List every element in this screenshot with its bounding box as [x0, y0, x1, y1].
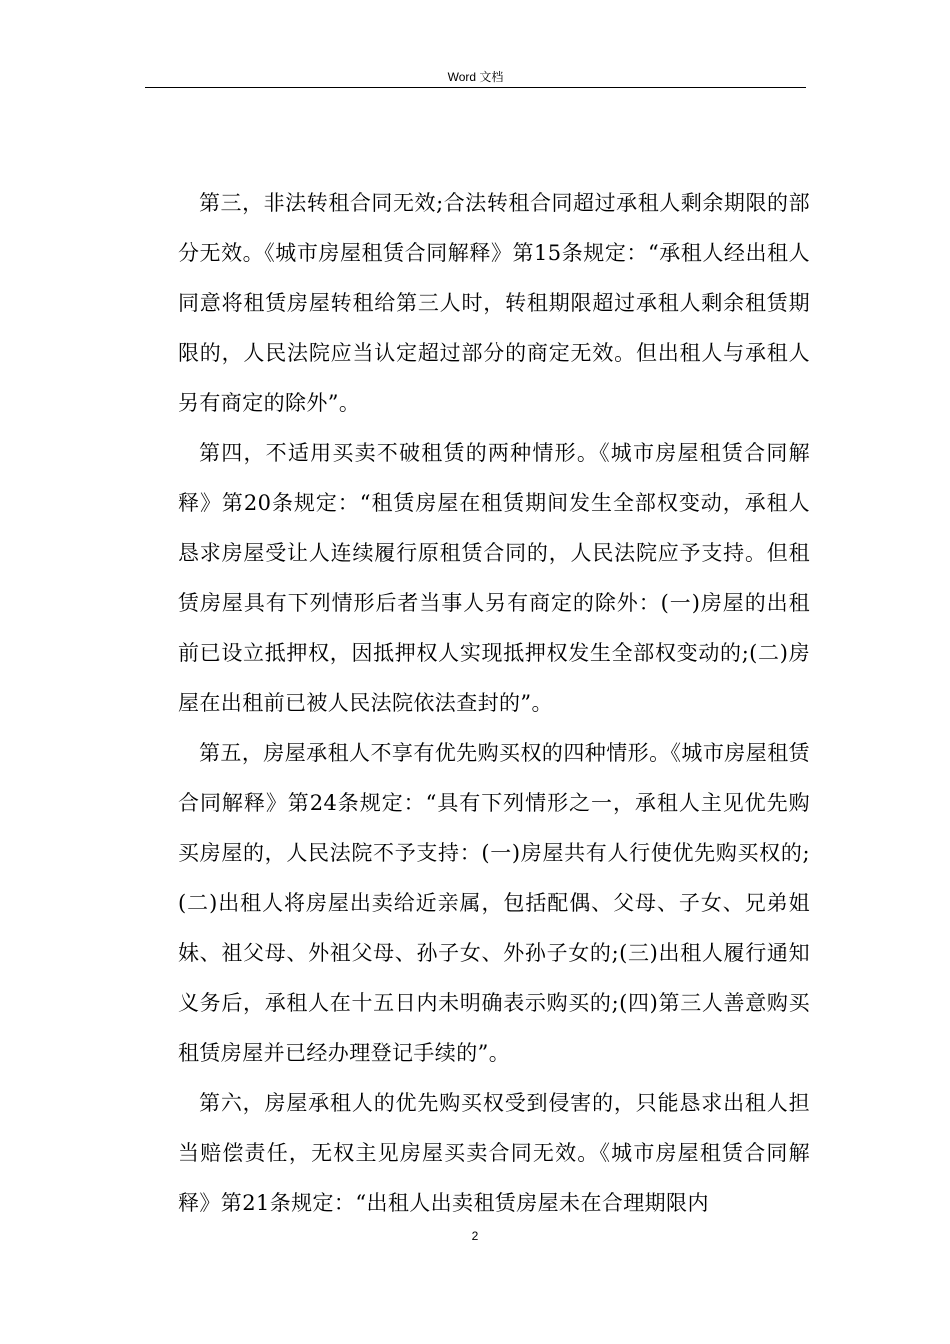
paragraph-4: 第四，不适用买卖不破租赁的两种情形。《城市房屋租赁合同解释》第20条规定：“租赁房屋在租赁期间发生全部权变动，承租人恳求房屋受让人连续履行原租赁合同的，人民法院应予支持。但租赁房屋具有下列情形后者当事人另有商定的除外：(一)房屋的出租前已设立抵押权，因抵押权人实现抵押权发生全部权变动的;(二)房屋在出租前已被人民法院依法查封的”。: [178, 441, 810, 715]
page-header: Word 文档: [447, 70, 504, 84]
document-body: [178, 178, 810, 1228]
page-number: 2: [471, 1229, 479, 1243]
header-divider: [145, 87, 806, 88]
paragraph-3: 第三，非法转租合同无效;合法转租合同超过承租人剩余期限的部分无效。《城市房屋租赁合同解释》第15条规定：“承租人经出租人同意将租赁房屋转租给第三人时，转租期限超过承租人剩余租赁期限的，人民法院应当认定超过部分的商定无效。但出租人与承租人另有商定的除外”。: [178, 191, 810, 415]
paragraph-6: 第六，房屋承租人的优先购买权受到侵害的，只能恳求出租人担当赔偿责任，无权主见房屋买卖合同无效。《城市房屋租赁合同解释》第21条规定：“出租人出卖租赁房屋未在合理期限内: [178, 1091, 810, 1215]
paragraph-5: 第五，房屋承租人不享有优先购买权的四种情形。《城市房屋租赁合同解释》第24条规定：“具有下列情形之一，承租人主见优先购买房屋的，人民法院不予支持：(一)房屋共有人行使优先购买权的;(二)出租人将房屋出卖给近亲属，包括配偶、父母、子女、兄弟姐妹、祖父母、外祖父母、孙子女、外孙子女的;(三)出租人履行通知义务后，承租人在十五日内未明确表示购买的;(四)第三人善意购买租赁房屋并已经办理登记手续的”。: [178, 741, 810, 1065]
